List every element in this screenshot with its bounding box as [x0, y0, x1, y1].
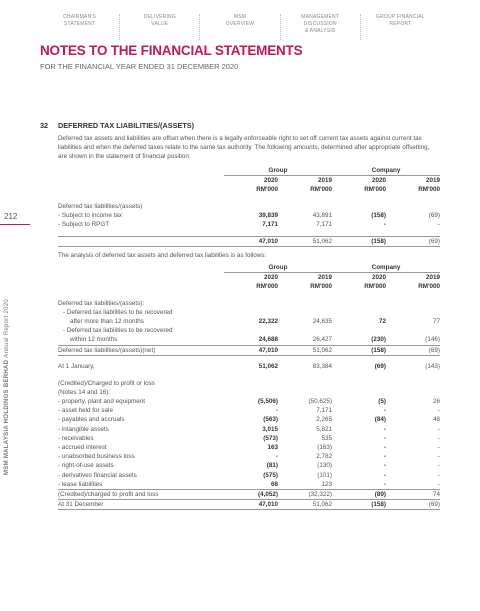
cell-group-2020: 68 [270, 480, 278, 488]
side-company-name: MSM MALAYSIA HOLDINGS BERHAD [4, 359, 10, 475]
cell-company-2020: - [383, 434, 386, 442]
nav-msm-overview[interactable]: MSM OVERVIEW [200, 14, 280, 40]
row-label: (Credited)/charged to profit and loss [58, 489, 224, 499]
cell-company-2019: - [437, 407, 440, 415]
cell-group-2020: 47,010 [224, 500, 278, 510]
note-number: 32 [40, 121, 49, 130]
row-label: - Subject to income tax [58, 211, 123, 219]
row-label: (Notes 14 and 16): [58, 388, 111, 396]
table-row [58, 202, 440, 211]
row-label: - Deferred tax liabilities to be recovered [63, 327, 173, 335]
cell-company-2020: (5) [378, 397, 386, 405]
total-row [58, 236, 440, 246]
row-label: Deferred tax liabilities/(assets)(net) [58, 345, 224, 355]
group-header: Group [224, 166, 332, 176]
row-label: - lease liabilities [58, 480, 103, 488]
cell-company-2019: - [437, 480, 440, 488]
cell-group-2019: (50,625) [308, 397, 332, 405]
cell-group-2020: 3,015 [262, 425, 278, 433]
cell-group-2019: (101) [317, 471, 332, 479]
cell-company-2019: - [437, 471, 440, 479]
table-row [58, 388, 440, 397]
table-row [58, 317, 440, 326]
cell-company-2020: (158) [332, 345, 386, 355]
cell-company-2020: (84) [374, 416, 386, 424]
cell-company-2019: (69) [428, 211, 440, 219]
note-paragraph-2: The analysis of deferred tax assets and deferred tax liabilities is as follows: [58, 252, 267, 259]
table-row [58, 211, 440, 220]
note-heading [40, 121, 194, 130]
unit-header: RM'000 [364, 186, 386, 194]
unit-header: RM'000 [364, 283, 386, 291]
cell-group-2020: 163 [267, 443, 278, 451]
cell-company-2019: - [437, 443, 440, 451]
cell-group-2020: - [275, 453, 278, 461]
row-label: - accrued interest [58, 443, 107, 451]
cell-group-2020: (4,052) [224, 489, 278, 499]
cell-company-2019: - [437, 221, 440, 229]
cell-group-2019: (163) [317, 443, 332, 451]
table-row [58, 425, 440, 434]
cell-group-2020: 7,171 [262, 221, 278, 229]
top-navigation [40, 14, 440, 40]
cell-company-2020: - [383, 425, 386, 433]
nav-group-financial-report[interactable]: GROUP FINANCIAL REPORT [376, 14, 425, 27]
year-header: 2019 [425, 274, 440, 282]
cell-group-2019: 7,171 [316, 221, 332, 229]
row-label: (Credited)/Charged to profit or loss [58, 379, 155, 387]
cell-group-2019: (32,322) [278, 489, 332, 499]
nav-management-discussion[interactable]: MANAGEMENT DISCUSSION & ANALYSIS [281, 14, 361, 40]
row-label: - derivatives financial assets [58, 471, 137, 479]
note-title: DEFERRED TAX LIABILITIES/(ASSETS) [58, 121, 195, 130]
page-number: 212 [4, 212, 18, 221]
page-title: NOTES TO THE FINANCIAL STATEMENTS [40, 43, 303, 58]
year-header: 2019 [317, 274, 332, 282]
cell-company-2019: 77 [432, 318, 440, 326]
side-report-name: Annual Report 2020 [4, 298, 10, 358]
unit-header: RM'000 [256, 283, 278, 291]
row-label: At 31 December [58, 500, 224, 510]
cell-company-2019: (146) [425, 336, 440, 344]
cell-company-2019: - [437, 462, 440, 470]
cell-company-2020: 72 [378, 318, 386, 326]
total-row [58, 500, 440, 510]
unit-header: RM'000 [256, 186, 278, 194]
row-label: - intangible assets [58, 425, 109, 433]
row-label: within 12 months [70, 336, 118, 344]
cell-group-2020: (5,506) [258, 397, 278, 405]
row-label: - payables and accruals [58, 416, 125, 424]
cell-group-2019: 5,821 [316, 425, 332, 433]
table-row [58, 471, 440, 480]
side-company-label [4, 235, 18, 475]
row-label: - Deferred tax liabilities to be recovered [63, 308, 173, 316]
table-row [58, 220, 440, 229]
table-row [58, 326, 440, 335]
nav-delivering-value[interactable]: DELIVERING VALUE [120, 14, 200, 40]
table-row [58, 397, 440, 406]
cell-group-2019: 83,384 [312, 363, 332, 371]
company-header: Company [332, 263, 440, 273]
cell-company-2019: (69) [386, 236, 440, 246]
table-row [58, 461, 440, 470]
year-header: 2019 [425, 177, 440, 185]
row-label: At 1 January, [58, 363, 95, 371]
cell-group-2019: (130) [317, 462, 332, 470]
year-header: 2020 [371, 274, 386, 282]
unit-header: RM'000 [310, 186, 332, 194]
cell-group-2019: 51,062 [278, 500, 332, 510]
year-header: 2020 [263, 177, 278, 185]
cell-company-2019: - [437, 425, 440, 433]
row-label: after more than 12 months [70, 318, 144, 326]
table-row [58, 415, 440, 424]
row-label: - receivables [58, 434, 94, 442]
cell-group-2020: 24,688 [258, 336, 278, 344]
note-paragraph-1: Deferred tax assets and liabilities are offset when there is a legally enforceable right to set off current tax assets against current tax liabilities and when the deferred taxes relate to the same tax authority. The following amounts, determined after appropriate offsetting, are shown in the statement of financial position: [58, 135, 430, 161]
row-label: - right-of-use assets [58, 462, 114, 470]
cell-group-2020: (573) [263, 434, 278, 442]
cell-company-2019: - [437, 434, 440, 442]
row-label: - unabsorbed business loss [58, 453, 135, 461]
unit-header: RM'000 [310, 283, 332, 291]
table-row [58, 480, 440, 490]
table-row [58, 443, 440, 452]
row-label: - asset held for sale [58, 407, 113, 415]
page-subtitle: FOR THE FINANCIAL YEAR ENDED 31 DECEMBER 2020 [40, 62, 239, 71]
cell-company-2020: (230) [371, 336, 386, 344]
cell-company-2019: - [437, 453, 440, 461]
cell-group-2020: 22,322 [258, 318, 278, 326]
cell-company-2019: (69) [386, 500, 440, 510]
deferred-tax-summary-table [58, 166, 440, 247]
cell-group-2019: 7,171 [316, 407, 332, 415]
cell-company-2020: - [383, 221, 386, 229]
cell-company-2020: - [383, 407, 386, 415]
table-row [58, 434, 440, 443]
cell-group-2020: (563) [263, 416, 278, 424]
unit-header: RM'000 [418, 186, 440, 194]
table-row [58, 362, 440, 371]
table-row [58, 452, 440, 461]
company-header: Company [332, 166, 440, 176]
cell-company-2020: - [383, 443, 386, 451]
cell-group-2019: 43,891 [312, 211, 332, 219]
cell-group-2020: (575) [263, 471, 278, 479]
total-row [58, 489, 440, 499]
cell-group-2019: 24,635 [312, 318, 332, 326]
cell-company-2020: - [383, 462, 386, 470]
cell-company-2020: - [383, 480, 386, 488]
cell-company-2020: - [383, 471, 386, 479]
nav-chairmans-statement[interactable]: CHAIRMAN'S STATEMENT [40, 14, 120, 40]
deferred-tax-analysis-table [58, 263, 440, 510]
cell-group-2019: 51,062 [278, 236, 332, 246]
row-label: - property, plant and equipment [58, 397, 146, 405]
cell-company-2020: (158) [332, 236, 386, 246]
cell-group-2020: (81) [266, 462, 278, 470]
cell-company-2019: 74 [386, 489, 440, 499]
cell-company-2019: 26 [432, 397, 440, 405]
cell-group-2020: 47,010 [224, 345, 278, 355]
table-row [58, 406, 440, 415]
cell-company-2019: (143) [425, 363, 440, 371]
year-header: 2019 [317, 177, 332, 185]
cell-company-2019: (69) [386, 345, 440, 355]
cell-group-2019: 2,782 [316, 453, 332, 461]
cell-group-2019: 51,062 [278, 345, 332, 355]
table-row [58, 335, 440, 345]
cell-group-2020: 51,062 [258, 363, 278, 371]
cell-company-2020: - [383, 453, 386, 461]
row-label: - Subject to RPGT [58, 221, 110, 229]
cell-group-2020: 39,839 [258, 211, 278, 219]
table-row [58, 308, 440, 317]
cell-group-2019: 535 [321, 434, 332, 442]
unit-header: RM'000 [418, 283, 440, 291]
page-rule [0, 224, 30, 225]
cell-group-2019: 123 [321, 480, 332, 488]
row-label: Deferred tax liabilities/(assets): [58, 299, 145, 307]
cell-group-2019: 26,427 [312, 336, 332, 344]
cell-group-2019: 2,265 [316, 416, 332, 424]
row-label: Deferred tax liabilities/(assets) [58, 202, 143, 210]
cell-company-2020: (69) [374, 363, 386, 371]
table-row [58, 299, 440, 308]
cell-group-2020: - [275, 407, 278, 415]
cell-company-2020: (158) [332, 500, 386, 510]
total-row [58, 345, 440, 355]
year-header: 2020 [371, 177, 386, 185]
group-header: Group [224, 263, 332, 273]
cell-company-2019: 48 [432, 416, 440, 424]
table-row [58, 379, 440, 388]
cell-group-2020: 47,010 [224, 236, 278, 246]
cell-company-2020: (158) [371, 211, 386, 219]
year-header: 2020 [263, 274, 278, 282]
cell-company-2020: (89) [332, 489, 386, 499]
